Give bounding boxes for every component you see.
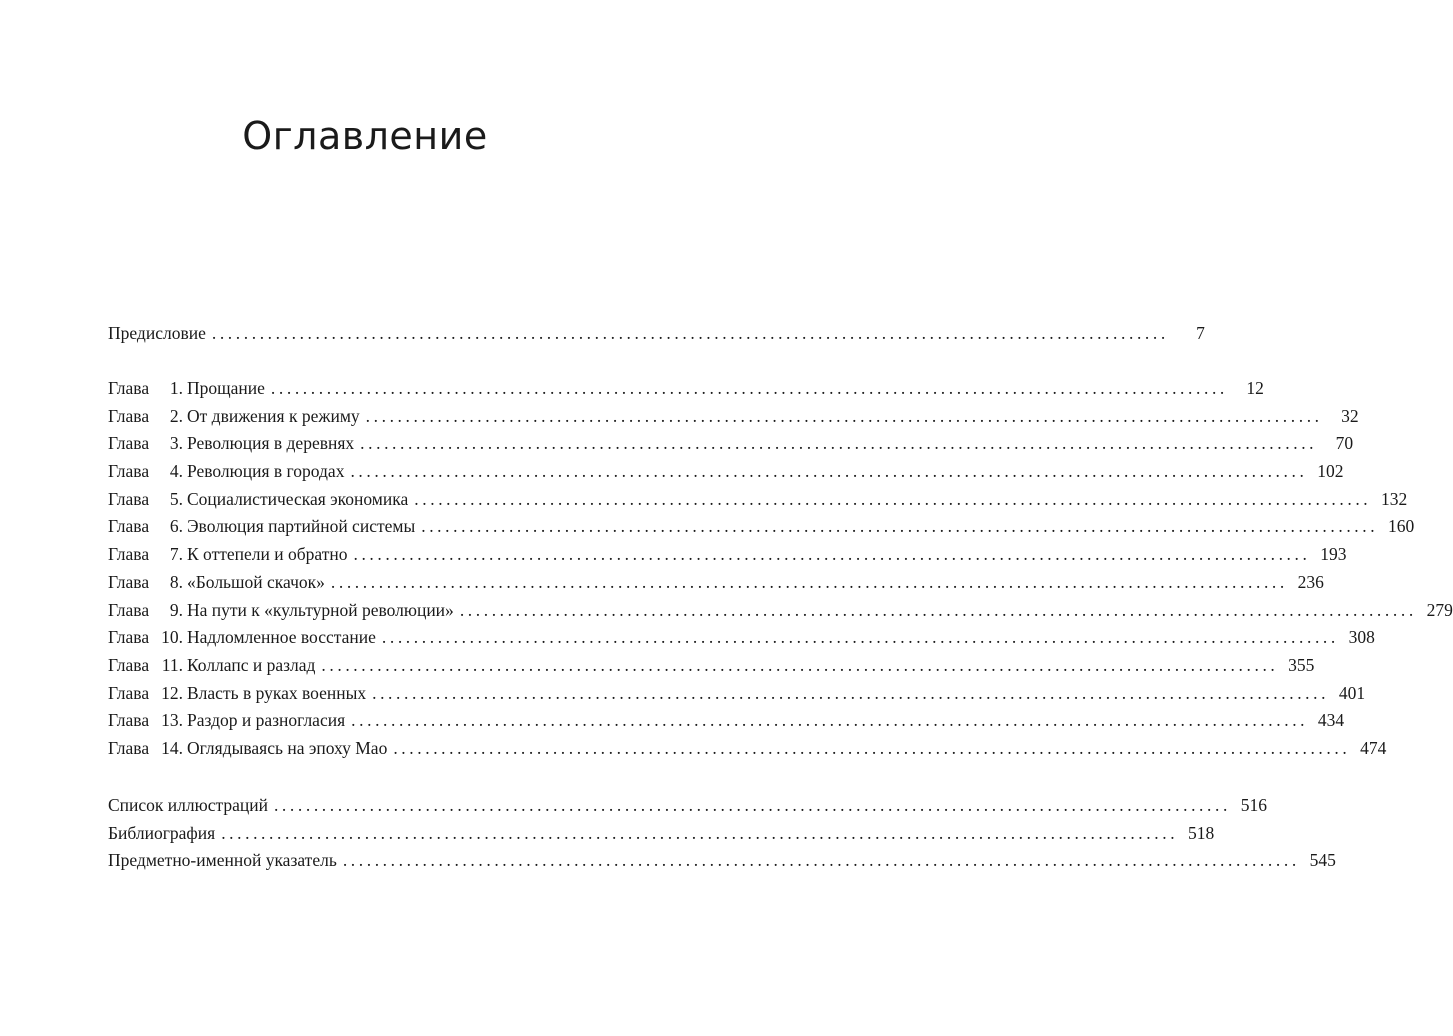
chapter-number: 9. bbox=[169, 599, 183, 620]
chapter-title: Революция в городах bbox=[187, 461, 345, 482]
toc-page-number: 516 bbox=[1240, 795, 1267, 815]
dot-leader: ........................................................................................................................ bbox=[421, 516, 1379, 537]
toc-page-number: 474 bbox=[1360, 737, 1387, 758]
toc-entry-back-matter[interactable] bbox=[108, 850, 1336, 878]
toc-entry-label bbox=[108, 683, 372, 704]
chapter-prefix: Глава bbox=[108, 378, 150, 398]
chapter-number: 10. bbox=[161, 627, 183, 648]
chapter-number: 14. bbox=[161, 737, 183, 758]
chapter-number: 6. bbox=[169, 516, 183, 537]
toc-entry-chapter[interactable] bbox=[108, 433, 1354, 461]
dot-leader: ........................................................................................................................ bbox=[381, 627, 1339, 648]
dot-leader: ........................................................................................................................ bbox=[414, 488, 1372, 509]
toc-page-number: 434 bbox=[1317, 710, 1345, 731]
dot-leader: ........................................................................................................................ bbox=[353, 544, 1311, 565]
toc-entry-label: Библиография bbox=[108, 823, 221, 844]
toc-entry-label bbox=[108, 655, 321, 676]
toc-page-number: 12 bbox=[1246, 378, 1264, 398]
toc-page-number: 7 bbox=[1196, 323, 1205, 343]
toc-page-number: 545 bbox=[1309, 850, 1336, 871]
toc-page-number: 518 bbox=[1187, 822, 1215, 843]
chapter-title: Надломленное восстание bbox=[187, 627, 376, 648]
chapter-prefix: Глава bbox=[108, 599, 150, 620]
dot-leader: ........................................................................................................................ bbox=[342, 850, 1300, 871]
toc-page-number: 279 bbox=[1426, 599, 1453, 620]
toc-entry-chapter[interactable] bbox=[108, 682, 1366, 711]
toc-chapters-section bbox=[108, 378, 1453, 766]
toc-entry-label bbox=[108, 516, 421, 537]
toc-entry-label bbox=[108, 738, 393, 759]
chapter-prefix: Глава bbox=[108, 571, 150, 592]
page-title: Оглавление bbox=[242, 114, 488, 158]
toc-entry-label: Предметно-именной указатель bbox=[108, 850, 343, 871]
toc-entry-back-matter[interactable] bbox=[108, 795, 1267, 823]
chapter-title: Власть в руках военных bbox=[187, 682, 367, 703]
chapter-number: 11. bbox=[161, 654, 183, 675]
toc-entry-label bbox=[108, 572, 331, 593]
toc-page-number: 32 bbox=[1341, 405, 1359, 426]
chapter-number: 7. bbox=[169, 544, 183, 565]
toc-entry-chapter[interactable] bbox=[108, 378, 1264, 406]
toc-entry-chapter[interactable] bbox=[108, 599, 1453, 628]
chapter-title: Раздор и разногласия bbox=[187, 710, 346, 731]
dot-leader: ........................................................................................................................ bbox=[270, 378, 1228, 398]
dot-leader: ........................................................................................................................ bbox=[372, 682, 1330, 703]
toc-entry-label bbox=[108, 461, 350, 482]
toc-page-number: 355 bbox=[1288, 654, 1315, 675]
dot-leader: ........................................................................................................................ bbox=[211, 323, 1169, 343]
dot-leader: ........................................................................................................................ bbox=[393, 737, 1351, 758]
toc-page-number: 132 bbox=[1381, 488, 1408, 509]
chapter-prefix: Глава bbox=[108, 627, 150, 648]
chapter-title: К оттепели и обратно bbox=[187, 544, 348, 565]
chapter-number: 2. bbox=[169, 405, 183, 426]
chapter-prefix: Глава bbox=[108, 516, 150, 537]
chapter-title: «Большой скачок» bbox=[187, 571, 325, 592]
dot-leader: ........................................................................................................................ bbox=[330, 571, 1288, 592]
dot-leader: ........................................................................................................................ bbox=[351, 710, 1309, 731]
toc-entry-chapter[interactable] bbox=[108, 571, 1324, 600]
dot-leader: ........................................................................................................................ bbox=[273, 795, 1231, 815]
chapter-number: 13. bbox=[161, 710, 183, 731]
toc-entry-label bbox=[108, 544, 353, 565]
chapter-prefix: Глава bbox=[108, 737, 150, 758]
chapter-prefix: Глава bbox=[108, 544, 150, 565]
toc-entry-label bbox=[108, 627, 382, 648]
chapter-title: Революция в деревнях bbox=[187, 433, 355, 454]
dot-leader: ........................................................................................................................ bbox=[459, 599, 1417, 620]
toc-entry-chapter[interactable] bbox=[108, 405, 1359, 434]
dot-leader: ........................................................................................................................ bbox=[350, 461, 1308, 482]
chapter-number: 3. bbox=[169, 433, 183, 454]
chapter-prefix: Глава bbox=[108, 682, 150, 703]
chapter-title: Оглядываясь на эпоху Мао bbox=[187, 737, 388, 758]
toc-entry-label bbox=[108, 406, 366, 427]
toc-back-matter-section bbox=[108, 795, 1336, 878]
toc-entry-chapter[interactable] bbox=[108, 544, 1347, 572]
chapter-prefix: Глава bbox=[108, 461, 150, 482]
toc-page-number: 193 bbox=[1320, 544, 1347, 565]
chapter-title: Прощание bbox=[187, 378, 265, 398]
chapter-title: Эволюция партийной системы bbox=[187, 516, 416, 537]
chapter-prefix: Глава bbox=[108, 405, 150, 426]
toc-entry-chapter[interactable] bbox=[108, 710, 1345, 738]
chapter-prefix: Глава bbox=[108, 654, 150, 675]
toc-entry-label bbox=[108, 600, 460, 621]
toc-entry-chapter[interactable] bbox=[108, 488, 1408, 517]
chapter-number: 1. bbox=[169, 378, 183, 398]
toc-entry-chapter[interactable] bbox=[108, 737, 1387, 766]
chapter-number: 12. bbox=[161, 682, 183, 703]
toc-entry-chapter[interactable] bbox=[108, 627, 1375, 655]
chapter-prefix: Глава bbox=[108, 488, 150, 509]
toc-entry-back-matter[interactable] bbox=[108, 822, 1215, 851]
toc-entry-label bbox=[108, 710, 351, 731]
chapter-number: 8. bbox=[169, 571, 183, 592]
chapter-number: 5. bbox=[169, 488, 183, 509]
toc-entry-label: Список иллюстраций bbox=[108, 795, 274, 816]
toc-entry-label bbox=[108, 489, 414, 510]
toc-entry-chapter[interactable] bbox=[108, 461, 1344, 489]
chapter-title: Социалистическая экономика bbox=[187, 488, 409, 509]
toc-page-number: 308 bbox=[1348, 627, 1375, 648]
chapter-title: От движения к режиму bbox=[187, 405, 360, 426]
toc-entry-label bbox=[108, 433, 360, 454]
dot-leader: ........................................................................................................................ bbox=[321, 654, 1279, 675]
toc-page-number: 236 bbox=[1297, 571, 1324, 592]
toc-entry-chapter[interactable] bbox=[108, 654, 1315, 683]
chapter-number: 4. bbox=[169, 461, 183, 482]
dot-leader: ........................................................................................................................ bbox=[221, 822, 1179, 843]
toc-page-number: 160 bbox=[1387, 516, 1415, 537]
toc-page-number: 70 bbox=[1335, 433, 1354, 454]
dot-leader: ........................................................................................................................ bbox=[365, 405, 1323, 426]
toc-entry-preface[interactable] bbox=[108, 323, 1205, 351]
toc-entry-label bbox=[108, 378, 271, 399]
chapter-title: Коллапс и разлад bbox=[187, 654, 316, 675]
chapter-title: На пути к «культурной революции» bbox=[187, 599, 454, 620]
dot-leader: ........................................................................................................................ bbox=[360, 433, 1318, 454]
toc-page-number: 401 bbox=[1338, 682, 1366, 703]
chapter-prefix: Глава bbox=[108, 433, 150, 454]
toc-entry-label: Предисловие bbox=[108, 323, 212, 344]
toc-preface-section bbox=[108, 323, 1205, 351]
toc-entry-chapter[interactable] bbox=[108, 516, 1415, 544]
toc-page-number: 102 bbox=[1317, 461, 1344, 482]
chapter-prefix: Глава bbox=[108, 710, 150, 731]
